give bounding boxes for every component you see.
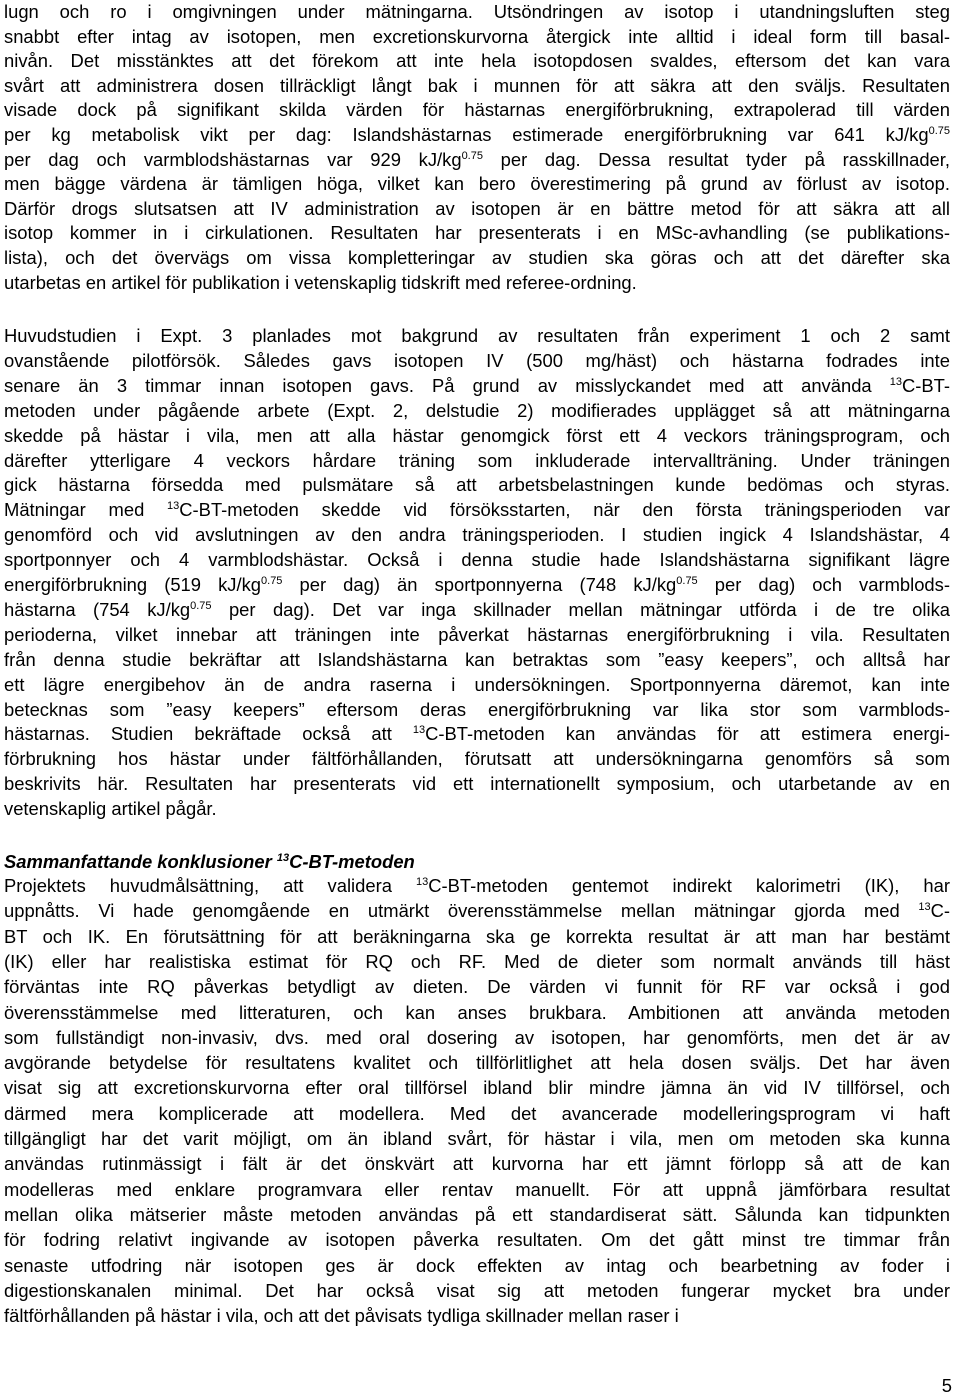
text-line: (IK) eller har realistiska estimat för RQ och RF. Med de dieter som normalt används till häst	[4, 950, 950, 972]
text-line: avgörande betydelse för resultatens kvalitet och tillförlitlighet att hela dosen sväljs. Det har även	[4, 1052, 950, 1074]
text-segment: energiförbrukning (519 kJ/kg	[4, 574, 262, 595]
text-segment: Sammanfattande konklusioner	[4, 851, 277, 872]
text-line: genomförd och vid avslutningen av den andra träningsperioden. I studien ingick 4 Islandshästar, 4	[4, 524, 950, 546]
text-line: snabbt efter intag av isotopen, men excretionskurvorna återgick inte alltid i ideal form till basal-	[4, 25, 950, 47]
text-line: visat sig att excretionskurvorna efter oral tillförsel ibland blir mindre jämna än vid IV tillförsel, och	[4, 1077, 950, 1099]
text-line	[4, 148, 950, 172]
text-line: från denna studie bekräftar att Islandshästarna kan betraktas som ”easy keepers”, och alltså har	[4, 648, 950, 670]
text-line: för fodring relativt ingivande av isotopen påverka resultaten. Om det gått minst tre timmar från	[4, 1229, 950, 1251]
text-line: nivån. Det misstänktes att det förekom att inte hela isotopdosen svaldes, eftersom det kan vara	[4, 50, 950, 72]
text-line: skedde på hästar i vila, men att alla hästar genomgick först ett 4 veckors träningsprogram, och	[4, 424, 950, 446]
text-line: ett lägre energibehov än de andra raserna i undersökningen. Sportponnyerna däremot, kan inte	[4, 673, 950, 695]
text-line: vetenskaplig artikel pågår.	[4, 798, 217, 820]
text-segment: Projektets huvudmålsättning, att validera	[4, 875, 416, 896]
text-line	[4, 374, 950, 398]
superscript: 0.75	[190, 599, 212, 612]
text-line: betecknas som ”easy keepers” eftersom deras energiförbrukning var lika stor som varmblods-	[4, 698, 950, 720]
text-line: överensstämmelse med litteraturen, och kan anses brukbara. Ambitionen att använda metoden	[4, 1001, 950, 1023]
superscript: 13	[276, 852, 290, 864]
text-segment: uppnåtts. Vi hade genomgående en utmärkt överensstämmelse mellan mätningar gjorda med	[4, 900, 919, 922]
text-line	[4, 598, 950, 622]
text-line: sportponnyer och 4 varmblodshästar. Också i denna studie hade Islandshästarna signifikant lägre	[4, 549, 950, 571]
text-line: beskrivits här. Resultaten har presenterats vid ett internationellt symposium, och utarbetande av en	[4, 773, 950, 795]
superscript: 13	[889, 375, 902, 388]
text-line: svårt att administrera dosen tillräckligt långt bak i munnen för att säkra att den sväljs. Resultaten	[4, 74, 950, 96]
text-line: metoden under pågående arbete (Expt. 2, delstudie 2) modifierades upplägget så att mätningarna	[4, 399, 950, 421]
text-segment: C-BT-	[901, 374, 950, 396]
text-line	[4, 899, 950, 923]
text-line: gick hästarna försedda med pulsmätare så att arbetsbelastningen kunde bedömas och styras.	[4, 474, 950, 496]
text-line	[4, 874, 950, 898]
text-line: mellan olika mätserier måste metoden användas på ett standardiserat sätt. Sålunda kan tidpunkten	[4, 1203, 950, 1225]
text-line: användas rutinmässigt i fält är det önskvärt att kurvorna har ett jämnt förlopp så att de kan	[4, 1153, 950, 1175]
text-segment: per dag) än sportponnyerna (748 kJ/kg	[282, 574, 677, 595]
text-segment: C-	[930, 900, 950, 922]
text-line: Därför drogs slutsatsen att IV administration av isotopen är en bättre metod för att säkra att all	[4, 197, 950, 219]
text-line	[4, 722, 950, 746]
text-segment: hästarnas. Studien bekräftade också att	[4, 723, 413, 745]
text-line: därefter ytterligare 4 veckors hårdare träning som inkluderade intervallträning. Under träningen	[4, 449, 950, 471]
text-line: tillgängligt har det varit möjligt, om än ibland svårt, för hästar i vila, men om metoden ska kunna	[4, 1128, 950, 1149]
superscript: 0.75	[676, 575, 698, 587]
text-segment: C-BT-metoden kan användas för att estimera energi-	[425, 723, 950, 745]
text-line: därmed mera komplicerade att modellera. Med det avancerade modelleringsprogram vi haft	[4, 1102, 950, 1124]
text-line: BT och IK. En förutsättning för att beräkningarna ska ge korrekta resultat är att man har bestämt	[4, 925, 950, 947]
superscript: 0.75	[461, 149, 483, 162]
text-line	[4, 498, 950, 522]
text-line	[4, 573, 950, 597]
superscript: 0.75	[261, 575, 283, 587]
text-line: digestionskanalen minimal. Det har också visat sig att metoden fungerar mycket bra under	[4, 1279, 950, 1301]
text-segment: hästarna (754 kJ/kg	[4, 598, 191, 620]
text-segment: Mätningar med	[4, 499, 168, 521]
text-segment: per dag. Dessa resultat tyder på rasskillnader,	[482, 148, 950, 170]
page-number: 5	[941, 1375, 952, 1396]
text-line	[4, 123, 950, 147]
text-segment: C-BT-metoden skedde vid försöksstarten, när den första träningsperioden var	[179, 499, 950, 521]
text-segment: C-BT-metoden gentemot indirekt kalorimetri (IK), har	[428, 875, 950, 896]
text-segment: per dag och varmblodshästarnas var 929 kJ/kg	[4, 148, 462, 170]
text-segment: per kg metabolisk vikt per dag: Islandshästarnas estimerade energiförbrukning var 641 kJ/kg	[4, 124, 929, 145]
text-segment: senare än 3 timmar innan isotopen gavs. På grund av misslyckandet med att använda	[4, 374, 890, 396]
text-segment: per dag). Det var inga skillnader mellan mätningar utförda i de tre olika	[211, 598, 950, 620]
text-line: som fullständigt non-invasiv, dvs. med oral dosering av isotopen, har genomförts, men det är av	[4, 1026, 950, 1048]
text-line: isotop kommer in i cirkulationen. Resultaten har presenterats i en MSc-avhandling (se publikations-	[4, 222, 950, 244]
text-line: utarbetas en artikel för publikation i vetenskaplig tidskrift med referee-ordning.	[4, 271, 637, 293]
text-line: senaste utfodring när isotopen ges är dock effekten av intag och bearbetning av foder i	[4, 1254, 950, 1276]
text-line: men bägge värdena är tämligen höga, vilket kan bero överestimering på grund av förlust av isotop.	[4, 173, 950, 195]
text-line: ovanstående pilotförsök. Således gavs isotopen IV (500 mg/häst) och hästarna fodrades inte	[4, 349, 950, 371]
text-segment: per dag) och varmblods-	[697, 574, 950, 595]
text-line: modelleras med enklare programvara eller rentav manuellt. För att uppnå jämförbara resultat	[4, 1178, 950, 1200]
superscript: 13	[415, 876, 429, 888]
superscript: 13	[167, 500, 180, 513]
heading-text	[4, 850, 415, 874]
text-line: förväntas inte RQ påverkas betydligt av dieten. De värden vi funnit för RF var också i god	[4, 976, 950, 998]
text-segment: C-BT-metoden	[289, 851, 415, 872]
text-line: förbrukning hos hästar under fältförhållanden, förutsatt att undersökningarna genomförs så som	[4, 748, 950, 770]
text-line: visade dock på signifikant skilda värden för hästarnas energiförbrukning, extrapolerad till värden	[4, 99, 950, 121]
text-line: Huvudstudien i Expt. 3 planlades mot bakgrund av resultaten från experiment 1 och 2 samt	[4, 325, 950, 346]
text-line: lista), och det övervägs om vissa kompletteringar av studien ska göras och att det därefter ska	[4, 247, 950, 268]
superscript: 13	[412, 724, 426, 737]
superscript: 13	[918, 901, 931, 914]
superscript: 0.75	[928, 125, 950, 137]
text-line: lugn och ro i omgivningen under mätningarna. Utsöndringen av isotop i utandningsluften steg	[4, 1, 950, 22]
text-line: fältförhållanden på hästar i vila, och att det påvisats tydliga skillnader mellan raser i	[4, 1305, 679, 1327]
text-line: perioderna, vilket innebar att träningen inte påverkat hästarnas energiförbrukning i vila. Resultaten	[4, 623, 950, 645]
